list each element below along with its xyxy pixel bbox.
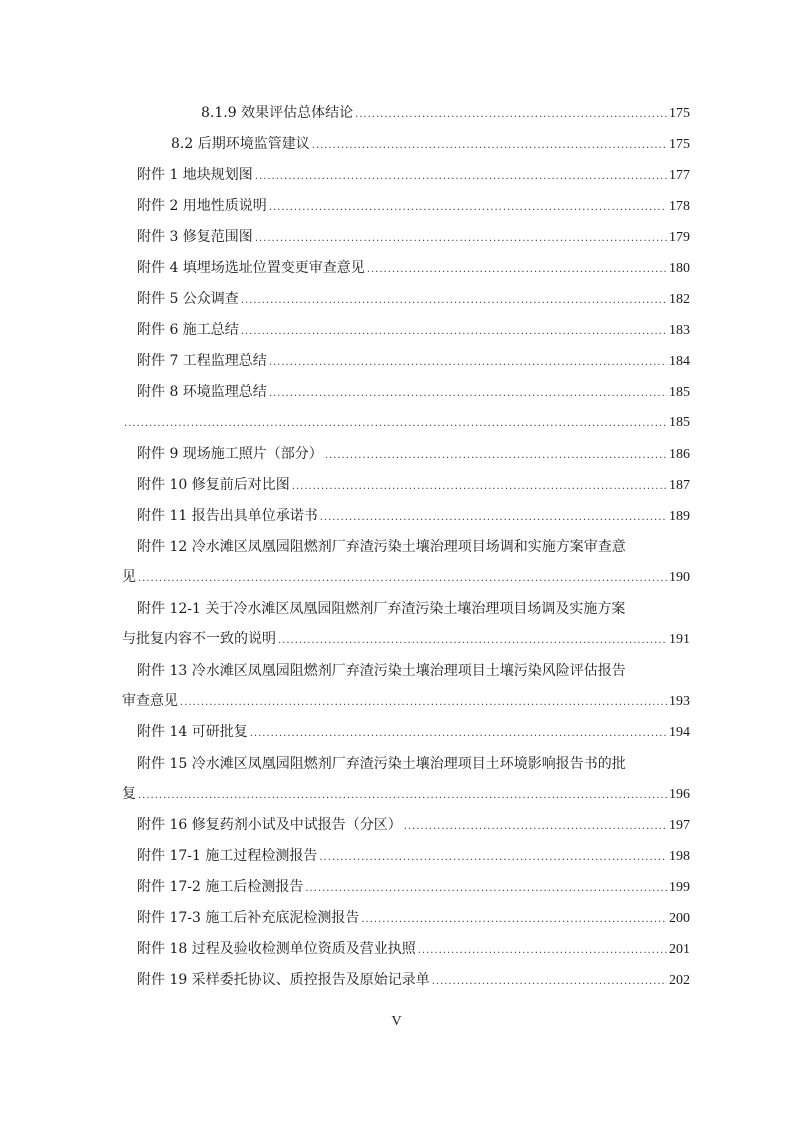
toc-entry-title: 附件 9 现场施工照片（部分） [137, 446, 323, 462]
toc-entry[interactable] [137, 196, 690, 218]
dot-leader [269, 384, 667, 404]
dot-leader [269, 198, 667, 218]
toc-entry[interactable] [122, 629, 690, 651]
dot-leader [361, 910, 667, 930]
toc-entry-title: 附件 3 修复范围图 [137, 229, 253, 245]
toc-entry-title: 附件 7 工程监理总结 [137, 353, 267, 369]
dot-leader [255, 229, 667, 249]
toc-entry-title: 附件 11 报告出具单位承诺书 [137, 508, 318, 524]
toc-entry-title: 附件 4 填埋场选址位置变更审查意见 [137, 260, 365, 276]
dot-leader [305, 879, 667, 899]
toc-entry-page-number: 190 [669, 570, 690, 585]
toc-entry-page-number: 185 [669, 415, 690, 430]
toc-entry-title: 附件 17-3 施工后补充底泥检测报告 [137, 910, 360, 926]
dot-leader [278, 631, 667, 651]
toc-entry-page-number: 185 [669, 385, 690, 400]
toc-entry-page-number: 178 [669, 199, 690, 214]
dot-leader [312, 136, 667, 156]
toc-entry[interactable] [137, 258, 690, 280]
toc-entry-title: 与批复内容不一致的说明 [122, 631, 276, 647]
toc-entry-title: 附件 17-2 施工后检测报告 [137, 879, 304, 895]
toc-entry[interactable] [137, 939, 690, 961]
toc-entry-page-number: 179 [669, 230, 690, 245]
toc-entry-title: 附件 19 采样委托协议、质控报告及原始记录单 [137, 972, 430, 988]
dot-leader [404, 817, 667, 837]
toc-entry-page-number: 202 [669, 973, 690, 988]
toc-entry-title: 附件 18 过程及验收检测单位资质及营业执照 [137, 941, 416, 957]
toc-entry-page-number: 200 [669, 911, 690, 926]
page-number: V [391, 1014, 402, 1029]
toc-entry[interactable] [122, 567, 690, 589]
toc-entry[interactable] [201, 103, 690, 125]
dot-leader [320, 508, 667, 528]
toc-entry-page-number: 198 [669, 849, 690, 864]
dot-leader [138, 569, 667, 589]
dot-leader [241, 291, 667, 311]
toc-entry[interactable] [137, 846, 690, 868]
dot-leader [418, 941, 667, 961]
toc-entry[interactable] [137, 227, 690, 249]
toc-entry[interactable] [122, 413, 690, 434]
toc-entry-first-line[interactable]: 附件 12 冷水滩区凤凰园阻燃剂厂弃渣污染土壤治理项目场调和实施方案审查意 [137, 539, 626, 555]
toc-entry-page-number: 196 [669, 787, 690, 802]
toc-entry-page-number: 182 [669, 292, 690, 307]
toc-entry-title: 附件 6 施工总结 [137, 322, 239, 338]
toc-entry-page-number: 175 [669, 106, 690, 121]
dot-leader [432, 972, 667, 992]
toc-entry[interactable] [137, 877, 690, 899]
toc-entry-first-line[interactable]: 附件 13 冷水滩区凤凰园阻燃剂厂弃渣污染土壤治理项目土壤污染风险评估报告 [137, 663, 626, 679]
toc-entry-page-number: 186 [669, 447, 690, 462]
dot-leader [367, 260, 667, 280]
toc-entry[interactable] [137, 722, 690, 744]
toc-entry-title: 审查意见 [122, 693, 178, 709]
dot-leader [241, 322, 667, 342]
toc-entry-page-number: 180 [669, 261, 690, 276]
toc-entry-title: 附件 2 用地性质说明 [137, 198, 267, 214]
toc-entry-page-number: 201 [669, 942, 690, 957]
toc-entry[interactable] [137, 506, 690, 528]
toc-entry-page-number: 183 [669, 323, 690, 338]
dot-leader [250, 724, 667, 744]
toc-entry[interactable] [137, 444, 690, 466]
toc-entry-title: 8.2 后期环境监管建议 [171, 136, 310, 152]
toc-entry-page-number: 177 [669, 168, 690, 183]
toc-entry[interactable] [122, 784, 690, 806]
toc-entry[interactable] [137, 165, 690, 187]
toc-entry-title: 8.1.9 效果评估总体结论 [201, 105, 354, 121]
toc-entry[interactable] [137, 351, 690, 373]
toc-entry-title: 附件 1 地块规划图 [137, 167, 253, 183]
toc-entry-first-line[interactable]: 附件 12-1 关于冷水滩区凤凰园阻燃剂厂弃渣污染土壤治理项目场调及实施方案 [137, 601, 626, 617]
toc-entry-first-line[interactable]: 附件 15 冷水滩区凤凰园阻燃剂厂弃渣污染土壤治理项目土环境影响报告书的批 [137, 756, 626, 772]
toc-entry-page-number: 187 [669, 478, 690, 493]
toc-entry[interactable] [137, 970, 690, 992]
toc-entry[interactable] [137, 289, 690, 311]
toc-entry[interactable] [137, 908, 690, 930]
toc-entry[interactable] [137, 320, 690, 342]
toc-entry-title: 见 [122, 569, 136, 585]
toc-entry-title: 附件 17-1 施工过程检测报告 [137, 848, 318, 864]
toc-entry-title: 附件 16 修复药剂小试及中试报告（分区） [137, 817, 402, 833]
dot-leader [355, 105, 667, 125]
toc-entry-page-number: 189 [669, 509, 690, 524]
toc-entry-page-number: 193 [669, 694, 690, 709]
toc-entry-page-number: 184 [669, 354, 690, 369]
dot-leader [138, 786, 667, 806]
toc-entry-page-number: 199 [669, 880, 690, 895]
dot-leader [325, 446, 667, 466]
toc-entry[interactable] [137, 475, 690, 497]
toc-entry-page-number: 191 [669, 632, 690, 647]
toc-entry-title: 附件 10 修复前后对比图 [137, 477, 290, 493]
toc-entry[interactable] [137, 382, 690, 404]
toc-entry[interactable] [137, 815, 690, 837]
toc-entry-title: 附件 8 环境监理总结 [137, 384, 267, 400]
dot-leader [269, 353, 667, 373]
dot-leader [255, 167, 667, 187]
toc-entry-page-number: 175 [669, 137, 690, 152]
toc-entry-title: 附件 14 可研批复 [137, 724, 248, 740]
toc-entry-page-number: 194 [669, 725, 690, 740]
dot-leader [292, 477, 667, 497]
dot-leader [319, 848, 667, 868]
toc-entry-page-number: 197 [669, 818, 690, 833]
dot-leader [124, 414, 667, 434]
toc-entry-title: 复 [122, 786, 136, 802]
toc-entry[interactable] [171, 134, 690, 156]
toc-entry-title: 附件 5 公众调查 [137, 291, 239, 307]
toc-entry[interactable] [122, 691, 690, 713]
dot-leader [180, 693, 667, 713]
